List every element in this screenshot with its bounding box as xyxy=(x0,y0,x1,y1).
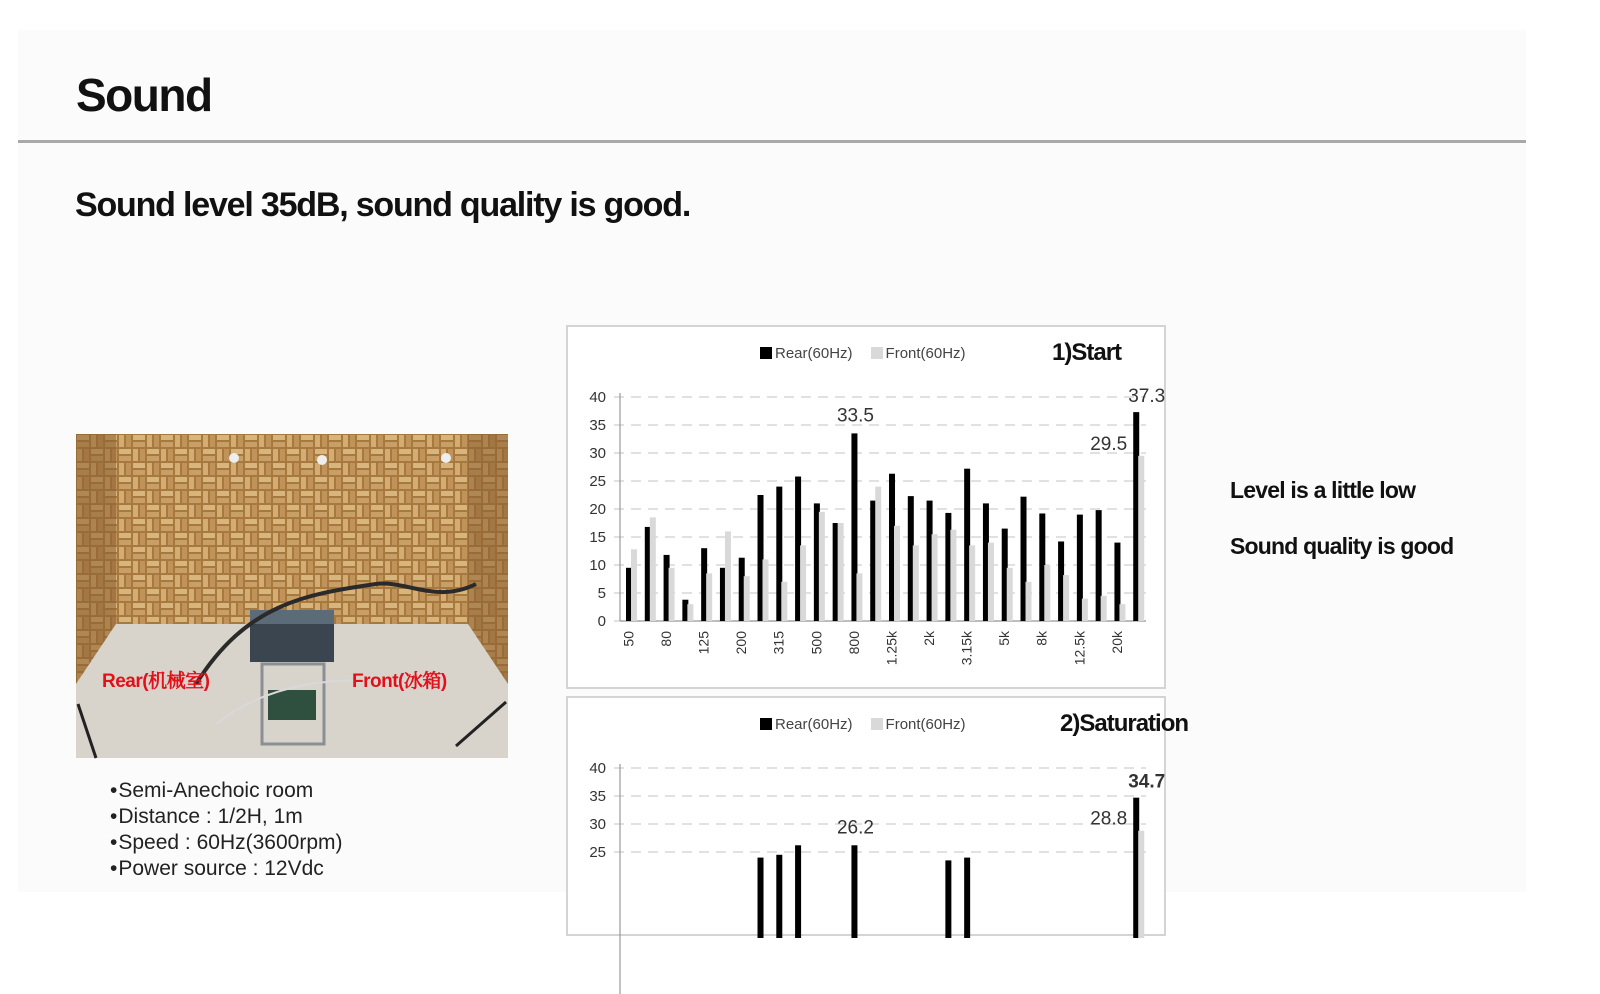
bar-rear xyxy=(795,845,801,938)
bar-front xyxy=(969,545,975,621)
x-tick-label: 50 xyxy=(620,631,637,647)
y-tick-label: 40 xyxy=(589,389,606,406)
x-tick-label: 1.25k xyxy=(883,631,900,666)
y-tick-label: 20 xyxy=(589,501,606,518)
y-tick-label: 5 xyxy=(597,585,606,602)
room-illustration xyxy=(76,434,508,758)
x-tick-label: 3.15k xyxy=(958,631,975,666)
bar-front xyxy=(781,582,787,621)
bar-front xyxy=(988,543,994,621)
x-tick-label: 315 xyxy=(770,631,787,655)
chart-start-title: 1)Start xyxy=(1052,339,1122,366)
data-label: 33.5 xyxy=(836,405,874,427)
evaluation-comments xyxy=(1230,462,1453,574)
legend-item-front: Front(60Hz) xyxy=(871,345,966,362)
spec-item: • Semi-Anechoic room xyxy=(110,778,342,804)
bar-front xyxy=(650,517,656,621)
bar-front xyxy=(1138,456,1144,621)
y-tick-label: 35 xyxy=(589,417,606,434)
chart-saturation-legend xyxy=(760,716,966,733)
data-label: 28.8 xyxy=(1090,808,1128,830)
y-tick-label: 0 xyxy=(597,613,606,630)
y-tick-label: 40 xyxy=(589,760,606,777)
bar-front xyxy=(1101,596,1107,621)
slide xyxy=(18,30,1526,892)
spec-item: • Distance : 1/2H, 1m xyxy=(110,804,342,830)
bar-front xyxy=(1082,599,1088,621)
y-tick-label: 25 xyxy=(589,844,606,861)
bar-front xyxy=(1119,604,1125,621)
legend-item-front: Front(60Hz) xyxy=(871,716,966,733)
page-subtitle: Sound level 35dB, sound quality is good. xyxy=(75,186,691,224)
bar-rear xyxy=(758,858,764,938)
data-label: 26.2 xyxy=(836,817,874,839)
bar-front xyxy=(950,530,956,621)
x-tick-label: 800 xyxy=(845,631,862,655)
y-tick-label: 25 xyxy=(589,473,606,490)
bar-front xyxy=(819,512,825,621)
page-title: Sound xyxy=(76,69,212,121)
bar-front xyxy=(1063,575,1069,621)
bar-front xyxy=(1007,568,1013,621)
x-tick-label: 5k xyxy=(996,631,1013,646)
data-label: 29.5 xyxy=(1090,433,1128,455)
legend-item-rear: Rear(60Hz) xyxy=(760,716,853,733)
bar-front xyxy=(687,604,693,621)
chart-start xyxy=(568,327,1168,691)
data-label: 34.7 xyxy=(1128,771,1166,793)
bar-front xyxy=(875,487,881,621)
bar-front xyxy=(1044,565,1050,621)
comment-level: Level is a little low xyxy=(1230,477,1416,503)
bar-front xyxy=(706,573,712,621)
bar-front xyxy=(763,559,769,621)
x-tick-label: 20k xyxy=(1108,631,1125,654)
bar-front xyxy=(932,534,938,621)
bar-front xyxy=(800,545,806,621)
x-tick-label: 8k xyxy=(1033,631,1050,646)
bar-front xyxy=(894,526,900,621)
chart-saturation-panel xyxy=(566,696,1189,936)
bar-rear xyxy=(851,845,857,938)
x-tick-label: 200 xyxy=(733,631,750,655)
chart-start-panel xyxy=(566,325,1166,689)
y-tick-label: 10 xyxy=(589,557,606,574)
bar-front xyxy=(669,568,675,621)
x-tick-label: 125 xyxy=(695,631,712,655)
bar-front xyxy=(744,576,750,621)
x-tick-label: 2k xyxy=(920,631,937,646)
bar-front xyxy=(913,545,919,621)
chart-saturation-title: 2)Saturation xyxy=(1060,710,1189,737)
y-tick-label: 15 xyxy=(589,529,606,546)
y-tick-label: 35 xyxy=(589,788,606,805)
bar-rear xyxy=(776,855,782,938)
data-label: 37.3 xyxy=(1128,386,1166,408)
bar-front xyxy=(1026,582,1032,621)
bar-rear xyxy=(964,858,970,938)
photo-label-rear: Rear(机械室) xyxy=(102,671,210,692)
bar-front xyxy=(838,523,844,621)
spec-item: • Power source : 12Vdc xyxy=(110,856,342,882)
chart-start-legend xyxy=(760,345,966,362)
bar-front xyxy=(856,573,862,621)
legend-item-rear: Rear(60Hz) xyxy=(760,345,853,362)
title-divider xyxy=(18,140,1526,143)
x-tick-label: 80 xyxy=(657,631,674,647)
spec-item: • Speed : 60Hz(3600rpm) xyxy=(110,830,342,856)
x-tick-label: 12.5k xyxy=(1071,631,1088,666)
y-tick-label: 30 xyxy=(589,816,606,833)
photo-label-front: Front(冰箱) xyxy=(352,671,447,692)
anechoic-room-photo xyxy=(76,434,508,758)
x-tick-label: 500 xyxy=(808,631,825,655)
y-tick-label: 30 xyxy=(589,445,606,462)
test-conditions-list xyxy=(110,778,342,882)
bar-front xyxy=(725,531,731,621)
bar-front xyxy=(1138,831,1144,938)
comment-quality: Sound quality is good xyxy=(1230,533,1454,559)
bar-front xyxy=(631,549,637,621)
bar-rear xyxy=(945,860,951,938)
